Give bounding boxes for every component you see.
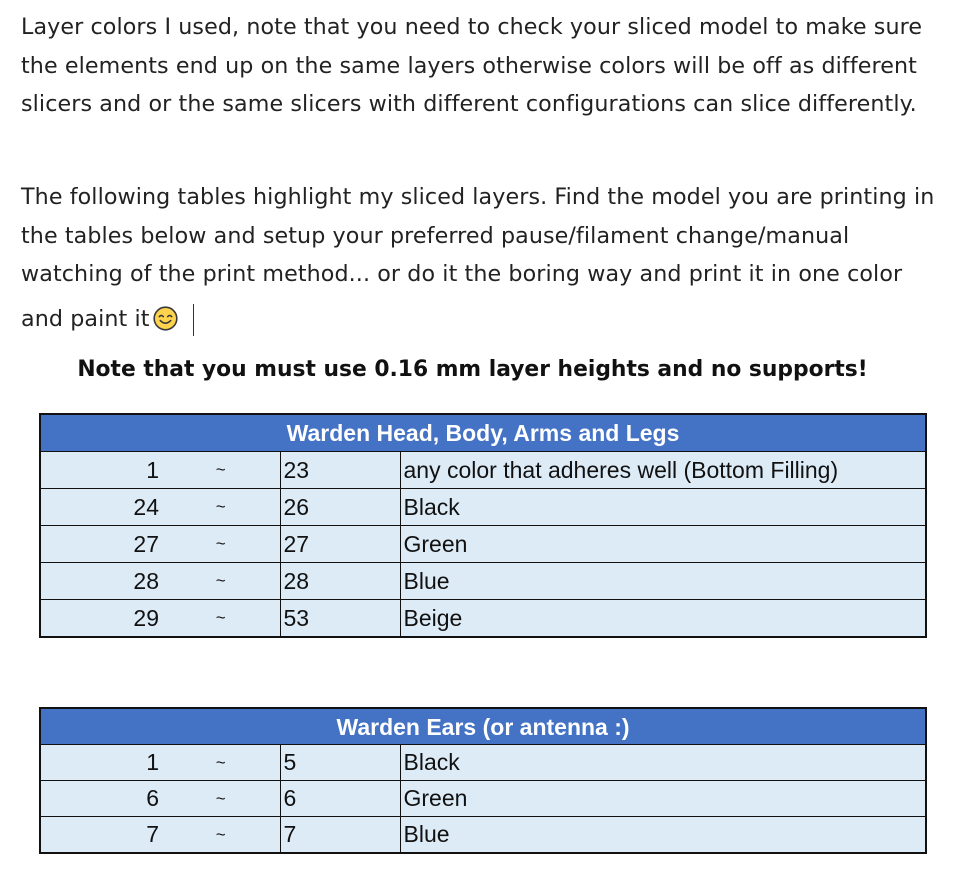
- intro-paragraph-2: [21, 178, 946, 338]
- layer-start-cell: 6: [40, 781, 162, 817]
- filament-color-cell: Black: [400, 745, 926, 781]
- range-separator-cell: ~: [162, 526, 280, 563]
- table-row: [40, 817, 926, 854]
- layer-start-cell: 29: [40, 600, 162, 638]
- range-separator-cell: ~: [162, 745, 280, 781]
- table-row: [40, 489, 926, 526]
- filament-color-cell: Green: [400, 526, 926, 563]
- range-separator-cell: ~: [162, 781, 280, 817]
- layer-start-cell: 27: [40, 526, 162, 563]
- layer-end-cell: 28: [280, 563, 400, 600]
- filament-color-cell: Blue: [400, 563, 926, 600]
- layer-end-cell: 23: [280, 452, 400, 489]
- filament-color-cell: Black: [400, 489, 926, 526]
- layer-height-note: Note that you must use 0.16 mm layer heights and no supports!: [77, 357, 868, 382]
- range-separator-cell: ~: [162, 452, 280, 489]
- warden-body-layer-table: [39, 413, 927, 638]
- layer-start-cell: 28: [40, 563, 162, 600]
- filament-color-cell: Beige: [400, 600, 926, 638]
- table-header-row: [40, 414, 926, 452]
- table-row: [40, 600, 926, 638]
- table-row: [40, 526, 926, 563]
- table-title: Warden Head, Body, Arms and Legs: [40, 414, 926, 452]
- layer-start-cell: 7: [40, 817, 162, 854]
- table-row: [40, 563, 926, 600]
- table-row: [40, 781, 926, 817]
- layer-start-cell: 1: [40, 745, 162, 781]
- table-row: [40, 452, 926, 489]
- range-separator-cell: ~: [162, 489, 280, 526]
- filament-color-cell: Blue: [400, 817, 926, 854]
- layer-start-cell: 24: [40, 489, 162, 526]
- table-row: [40, 745, 926, 781]
- table-title: Warden Ears (or antenna :): [40, 708, 926, 745]
- layer-end-cell: 26: [280, 489, 400, 526]
- range-separator-cell: ~: [162, 563, 280, 600]
- text-cursor: [193, 304, 195, 336]
- range-separator-cell: ~: [162, 600, 280, 638]
- layer-end-cell: 27: [280, 526, 400, 563]
- table-header-row: [40, 708, 926, 745]
- layer-end-cell: 5: [280, 745, 400, 781]
- layer-start-cell: 1: [40, 452, 162, 489]
- intro-paragraph-2-text: The following tables highlight my sliced layers. Find the model you are printing in the tables below and setup your preferred pause/filament change/manual watching of the print method... or do it the boring way and print it in one color and paint it: [21, 184, 935, 332]
- warden-ears-layer-table: [39, 707, 927, 854]
- range-separator-cell: ~: [162, 817, 280, 854]
- layer-end-cell: 53: [280, 600, 400, 638]
- filament-color-cell: any color that adheres well (Bottom Filling): [400, 452, 926, 489]
- layer-end-cell: 7: [280, 817, 400, 854]
- layer-end-cell: 6: [280, 781, 400, 817]
- intro-paragraph-1: Layer colors I used, note that you need to check your sliced model to make sure the elements end up on the same layers otherwise colors will be off as different slicers and or the same slicers with different configurations can slice differently.: [21, 14, 923, 118]
- smiling-face-icon: [153, 305, 178, 330]
- filament-color-cell: Green: [400, 781, 926, 817]
